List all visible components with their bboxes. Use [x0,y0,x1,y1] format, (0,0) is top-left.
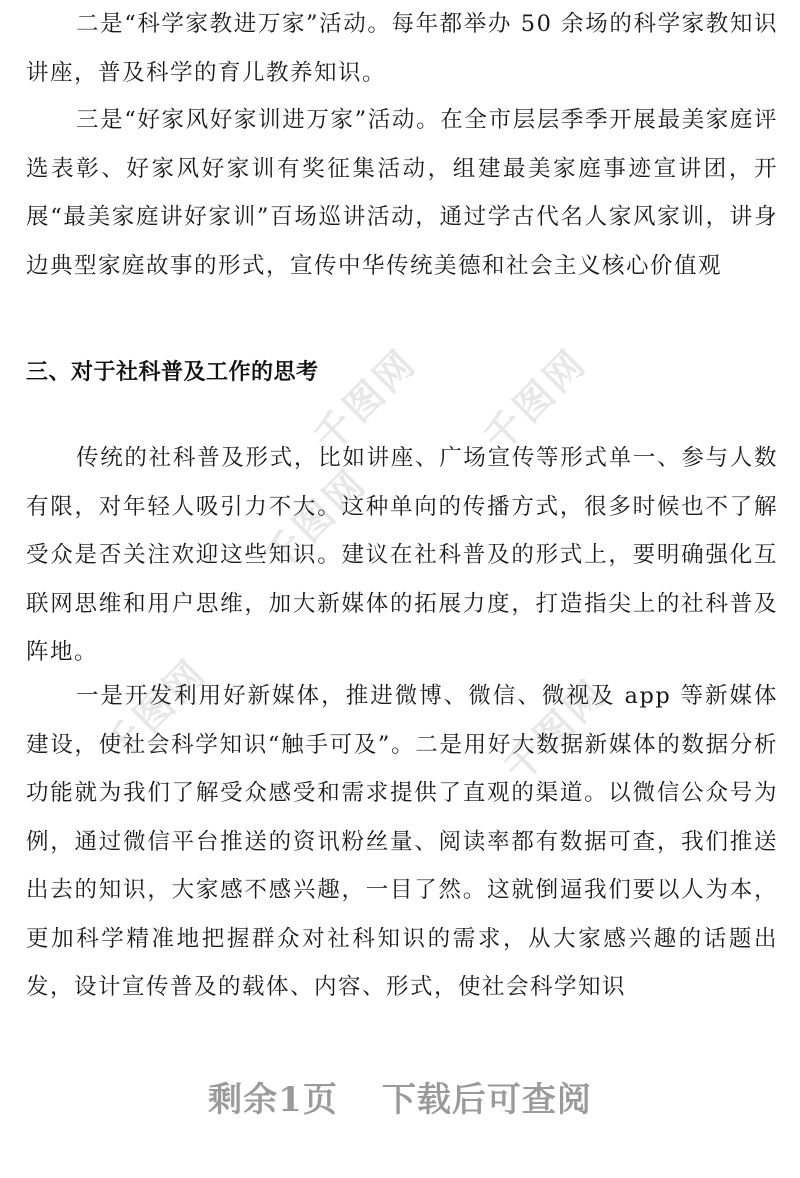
watermark: 千图网 [475,339,596,461]
watermark: 千图网 [255,459,376,581]
paragraph-traditional-forms: 传统的社科普及形式，比如讲座、广场宣传等形式单一、参与人数有限，对年轻人吸引力不大。这种单向的传播方式，很多时候也不了解受众是否关注欢迎这些知识。建议在社科普及的形式上，要明确强化互联网思维和用户思维，加大新媒体的拓展力度，打造指尖上的社科普及阵地。 [26,445,778,665]
download-banner[interactable] [0,1075,800,1125]
section-heading: 三、对于社科普及工作的思考 [26,360,319,385]
remaining-pages-label: 剩余1页 [208,1080,338,1120]
paragraph-new-media: 一是开发利用好新媒体，推进微博、微信、微视及 app 等新媒体建设，使社会科学知识“触手可及”。二是用好大数据新媒体的数据分析功能就为我们了解受众感受和需求提供了直观的渠道。以微信公众号为例，通过微信平台推送的资讯粉丝量、阅读率都有数据可查，我们推送出去的知识，大家感不感兴趣，一目了然。这就倒逼我们要以人为本，更加科学精准地把握群众对社科知识的需求，从大家感兴趣的话题出发，设计宣传普及的载体、内容、形式，使社会科学知识 [26,683,778,1000]
watermark: 千图网 [95,649,216,771]
paragraph-activity-two: 二是“科学家教进万家”活动。每年都举办 50 余场的科学家教知识讲座，普及科学的育儿教养知识。 [26,11,778,86]
watermark: 千图网 [305,339,426,461]
download-hint-label: 下载后可查阅 [381,1080,592,1120]
watermark: 千图网 [495,669,616,791]
paragraph-activity-three: 三是“好家风好家训进万家”活动。在全市层层季季开展最美家庭评选表彰、好家风好家训有奖征集活动，组建最美家庭事迹宣讲团，开展“最美家庭讲好家训”百场巡讲活动，通过学古代名人家风家训，讲身边典型家庭故事的形式，宣传中华传统美德和社会主义核心价值观 [26,107,778,279]
